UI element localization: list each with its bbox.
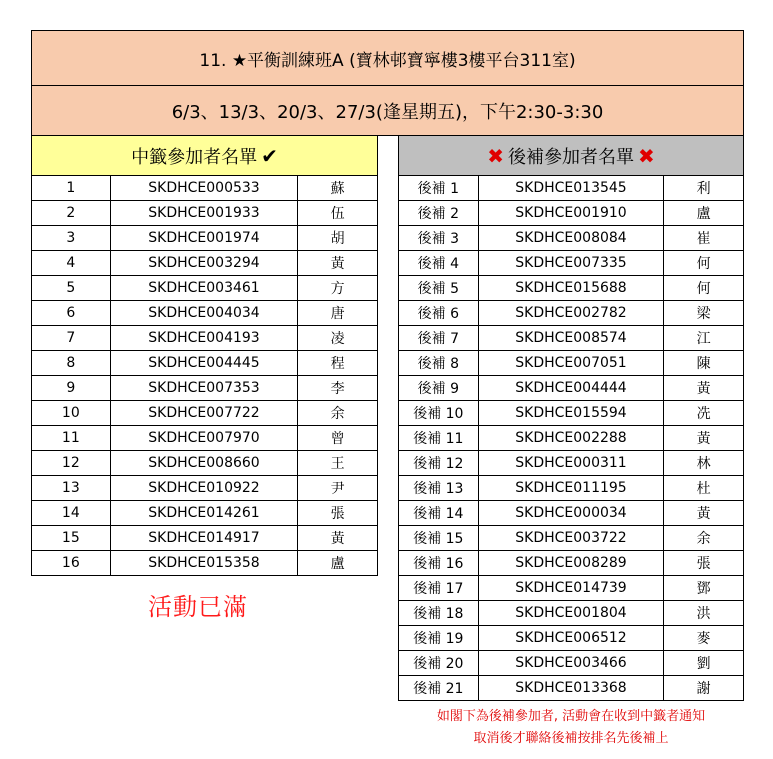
member-id: SKDHCE004034 [110,301,298,326]
row-number: 11 [32,426,111,451]
row-number: 後補 2 [399,201,479,226]
member-id: SKDHCE015358 [110,551,298,576]
member-surname: 何 [664,251,744,276]
check-icon: ✔ [261,143,278,168]
member-id: SKDHCE011195 [478,476,664,501]
row-number: 後補 11 [399,426,479,451]
table-row [32,526,378,551]
table-row [32,301,378,326]
course-dates: 6/3、13/3、20/3、27/3(逢星期五)，下午2:30-3:30 [31,85,744,136]
member-surname: 黃 [664,376,744,401]
row-number: 13 [32,476,111,501]
row-number: 15 [32,526,111,551]
member-id: SKDHCE008289 [478,551,664,576]
member-surname: 黃 [298,526,378,551]
member-id: SKDHCE007051 [478,351,664,376]
selected-list-title: 中籤參加者名單 [131,146,258,168]
member-id: SKDHCE013545 [478,176,664,201]
waitlist-title: 後補參加者名單 [508,146,634,168]
table-row [399,326,744,351]
table-row [399,251,744,276]
row-number: 後補 19 [399,626,479,651]
row-number: 後補 4 [399,251,479,276]
row-number: 後補 13 [399,476,479,501]
member-id: SKDHCE006512 [478,626,664,651]
row-number: 1 [32,176,111,201]
table-row [399,226,744,251]
member-surname: 余 [298,401,378,426]
row-number: 後補 5 [399,276,479,301]
selected-participants-table [31,175,378,576]
table-row [399,276,744,301]
member-id: SKDHCE007353 [110,376,298,401]
table-row [399,501,744,526]
member-surname: 盧 [298,551,378,576]
row-number: 後補 20 [399,651,479,676]
row-number: 後補 15 [399,526,479,551]
member-surname: 何 [664,276,744,301]
member-id: SKDHCE015594 [478,401,664,426]
table-row [32,201,378,226]
member-surname: 崔 [664,226,744,251]
row-number: 後補 21 [399,676,479,701]
row-number: 後補 14 [399,501,479,526]
member-surname: 黃 [298,251,378,276]
member-id: SKDHCE010922 [110,476,298,501]
member-surname: 謝 [664,676,744,701]
member-surname: 程 [298,351,378,376]
member-id: SKDHCE007335 [478,251,664,276]
table-row [399,601,744,626]
row-number: 後補 16 [399,551,479,576]
table-row [399,626,744,651]
table-row [399,576,744,601]
member-id: SKDHCE014917 [110,526,298,551]
member-surname: 江 [664,326,744,351]
row-number: 後補 3 [399,226,479,251]
member-surname: 冼 [664,401,744,426]
member-id: SKDHCE000533 [110,176,298,201]
member-id: SKDHCE004444 [478,376,664,401]
member-surname: 黃 [664,426,744,451]
member-surname: 唐 [298,301,378,326]
member-id: SKDHCE002288 [478,426,664,451]
member-id: SKDHCE001804 [478,601,664,626]
member-surname: 盧 [664,201,744,226]
waitlist-participants-table [398,175,744,701]
member-surname: 張 [664,551,744,576]
cross-icon: ✖ [638,143,655,168]
member-surname: 曾 [298,426,378,451]
cross-icon: ✖ [487,143,504,168]
member-surname: 洪 [664,601,744,626]
table-row [32,226,378,251]
selected-list-header [31,135,378,176]
table-row [32,451,378,476]
table-row [399,451,744,476]
member-id: SKDHCE014261 [110,501,298,526]
waitlist-note-line2: 取消後才聯絡後補按排名先後補上 [473,731,669,746]
table-row [32,476,378,501]
table-row [32,251,378,276]
member-surname: 陳 [664,351,744,376]
row-number: 7 [32,326,111,351]
member-id: SKDHCE002782 [478,301,664,326]
table-row [32,401,378,426]
member-id: SKDHCE003466 [478,651,664,676]
table-row [399,301,744,326]
row-number: 後補 7 [399,326,479,351]
waitlist-header [398,135,744,176]
member-surname: 杜 [664,476,744,501]
member-id: SKDHCE007722 [110,401,298,426]
member-surname: 利 [664,176,744,201]
member-id: SKDHCE000311 [478,451,664,476]
row-number: 後補 17 [399,576,479,601]
table-row [32,326,378,351]
member-id: SKDHCE008084 [478,226,664,251]
member-id: SKDHCE000034 [478,501,664,526]
table-row [399,476,744,501]
member-surname: 凌 [298,326,378,351]
row-number: 16 [32,551,111,576]
member-id: SKDHCE004445 [110,351,298,376]
table-row [32,376,378,401]
member-id: SKDHCE015688 [478,276,664,301]
member-id: SKDHCE008660 [110,451,298,476]
member-surname: 劉 [664,651,744,676]
row-number: 9 [32,376,111,401]
member-surname: 伍 [298,201,378,226]
member-surname: 王 [298,451,378,476]
member-surname: 麥 [664,626,744,651]
member-id: SKDHCE007970 [110,426,298,451]
course-title: 11. ★平衡訓練班A (寶林邨寶寧樓3樓平台311室) [31,30,744,86]
table-row [399,676,744,701]
member-id: SKDHCE003722 [478,526,664,551]
member-id: SKDHCE008574 [478,326,664,351]
table-row [32,351,378,376]
member-surname: 方 [298,276,378,301]
row-number: 10 [32,401,111,426]
row-number: 後補 18 [399,601,479,626]
waitlist-note-line1: 如閣下為後補參加者, 活動會在收到中籤者通知 [436,709,706,724]
table-row [399,651,744,676]
table-row [399,426,744,451]
row-number: 後補 10 [399,401,479,426]
member-surname: 胡 [298,226,378,251]
table-row [32,276,378,301]
member-surname: 李 [298,376,378,401]
table-row [32,501,378,526]
table-row [399,201,744,226]
row-number: 後補 8 [399,351,479,376]
table-row [32,426,378,451]
member-surname: 蘇 [298,176,378,201]
row-number: 後補 1 [399,176,479,201]
table-row [32,551,378,576]
member-surname: 林 [664,451,744,476]
table-row [399,526,744,551]
member-surname: 梁 [664,301,744,326]
event-full-label: 活動已滿 [148,593,248,621]
table-row [399,551,744,576]
row-number: 3 [32,226,111,251]
row-number: 2 [32,201,111,226]
row-number: 後補 12 [399,451,479,476]
member-id: SKDHCE001910 [478,201,664,226]
member-id: SKDHCE003461 [110,276,298,301]
member-surname: 張 [298,501,378,526]
member-surname: 黃 [664,501,744,526]
table-row [399,376,744,401]
member-id: SKDHCE004193 [110,326,298,351]
table-row [399,351,744,376]
table-row [399,401,744,426]
member-id: SKDHCE013368 [478,676,664,701]
row-number: 8 [32,351,111,376]
row-number: 後補 6 [399,301,479,326]
member-surname: 余 [664,526,744,551]
member-surname: 鄧 [664,576,744,601]
row-number: 12 [32,451,111,476]
member-id: SKDHCE014739 [478,576,664,601]
table-row [32,176,378,201]
member-surname: 尹 [298,476,378,501]
row-number: 後補 9 [399,376,479,401]
table-row [399,176,744,201]
member-id: SKDHCE003294 [110,251,298,276]
member-id: SKDHCE001933 [110,201,298,226]
row-number: 4 [32,251,111,276]
row-number: 5 [32,276,111,301]
member-id: SKDHCE001974 [110,226,298,251]
row-number: 14 [32,501,111,526]
row-number: 6 [32,301,111,326]
